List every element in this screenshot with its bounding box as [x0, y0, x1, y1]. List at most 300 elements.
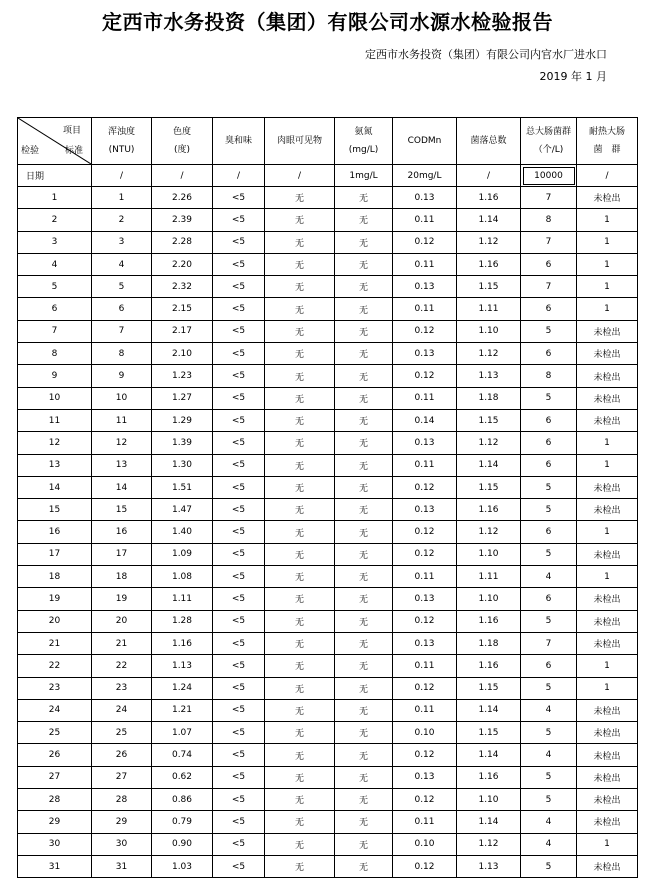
date-cell: 12: [18, 432, 92, 454]
table-cell: 无: [265, 722, 335, 744]
table-cell: 11: [92, 409, 152, 431]
date-cell: 24: [18, 699, 92, 721]
table-cell: 4: [521, 744, 577, 766]
table-cell: 1.10: [457, 320, 521, 342]
table-cell: 2.10: [152, 343, 213, 365]
table-cell: 30: [92, 833, 152, 855]
table-cell: <5: [213, 610, 265, 632]
table-cell: 1.24: [152, 677, 213, 699]
date-cell: 25: [18, 722, 92, 744]
table-row: [18, 811, 638, 833]
table-cell: 15: [92, 499, 152, 521]
table-cell: 0.12: [393, 476, 457, 498]
table-cell: 5: [521, 499, 577, 521]
date-cell: 27: [18, 766, 92, 788]
table-cell: 1.16: [457, 655, 521, 677]
table-cell: 未检出: [577, 543, 638, 565]
table-cell: 4: [521, 566, 577, 588]
col-header-codmn: CODMn: [393, 118, 457, 165]
table-cell: 1.18: [457, 632, 521, 654]
date-cell: 9: [18, 365, 92, 387]
table-row: [18, 833, 638, 855]
table-cell: 无: [265, 588, 335, 610]
table-cell: 1.08: [152, 566, 213, 588]
table-cell: <5: [213, 766, 265, 788]
table-cell: 0.11: [393, 298, 457, 320]
table-cell: 1.16: [457, 499, 521, 521]
table-cell: 0.74: [152, 744, 213, 766]
table-cell: 1: [92, 187, 152, 209]
col-header-visible-matter: 肉眼可见物: [265, 118, 335, 165]
date-cell: 16: [18, 521, 92, 543]
table-cell: 7: [521, 187, 577, 209]
table-cell: 1.13: [152, 655, 213, 677]
table-cell: <5: [213, 209, 265, 231]
table-cell: 1.13: [457, 855, 521, 877]
date-cell: 30: [18, 833, 92, 855]
table-cell: 1.15: [457, 409, 521, 431]
table-cell: 1.14: [457, 699, 521, 721]
table-cell: 无: [265, 409, 335, 431]
table-row: [18, 588, 638, 610]
table-cell: 7: [521, 231, 577, 253]
table-cell: 无: [335, 855, 393, 877]
table-cell: 1.39: [152, 432, 213, 454]
date-cell: 29: [18, 811, 92, 833]
table-cell: 1.10: [457, 789, 521, 811]
table-cell: 无: [335, 722, 393, 744]
table-cell: 5: [521, 766, 577, 788]
table-header: [18, 118, 638, 187]
table-cell: 16: [92, 521, 152, 543]
table-cell: 未检出: [577, 365, 638, 387]
table-cell: 3: [92, 231, 152, 253]
table-cell: 5: [521, 855, 577, 877]
table-cell: 无: [335, 744, 393, 766]
table-cell: 无: [335, 499, 393, 521]
table-cell: 未检出: [577, 632, 638, 654]
date-cell: 28: [18, 789, 92, 811]
corner-standard-label: 标准: [64, 146, 83, 156]
header-row-standards: [18, 165, 638, 187]
table-cell: 0.12: [393, 677, 457, 699]
table-cell: 0.13: [393, 766, 457, 788]
table-row: [18, 722, 638, 744]
table-cell: 1: [577, 833, 638, 855]
table-cell: 无: [265, 499, 335, 521]
table-cell: 1.16: [457, 610, 521, 632]
table-cell: 无: [265, 789, 335, 811]
table-cell: <5: [213, 231, 265, 253]
corner-date-label: 日期: [18, 165, 92, 187]
table-cell: 0.12: [393, 744, 457, 766]
table-cell: 6: [521, 409, 577, 431]
table-cell: 无: [335, 632, 393, 654]
table-row: [18, 655, 638, 677]
date-cell: 10: [18, 387, 92, 409]
table-cell: 无: [265, 655, 335, 677]
standard-cell: /: [577, 165, 638, 187]
table-cell: 1.14: [457, 744, 521, 766]
table-cell: 31: [92, 855, 152, 877]
table-cell: 1.12: [457, 231, 521, 253]
table-cell: 无: [265, 699, 335, 721]
table-cell: 0.13: [393, 588, 457, 610]
table-cell: 0.79: [152, 811, 213, 833]
table-cell: 0.10: [393, 722, 457, 744]
table-cell: 1.14: [457, 209, 521, 231]
table-cell: 1.10: [457, 588, 521, 610]
table-cell: 9: [92, 365, 152, 387]
table-cell: 2: [92, 209, 152, 231]
table-cell: 5: [521, 610, 577, 632]
table-cell: 2.32: [152, 276, 213, 298]
table-cell: 无: [265, 298, 335, 320]
table-cell: 1.10: [457, 543, 521, 565]
table-cell: <5: [213, 476, 265, 498]
standard-cell: /: [92, 165, 152, 187]
date-cell: 1: [18, 187, 92, 209]
table-cell: 1.12: [457, 833, 521, 855]
table-cell: 1: [577, 209, 638, 231]
table-row: [18, 476, 638, 498]
table-cell: 5: [92, 276, 152, 298]
table-cell: <5: [213, 855, 265, 877]
table-cell: 4: [521, 699, 577, 721]
table-cell: 0.86: [152, 789, 213, 811]
col-header-total-coliform: 总大肠菌群 （个/L): [521, 118, 577, 165]
date-cell: 14: [18, 476, 92, 498]
table-cell: 未检出: [577, 588, 638, 610]
date-cell: 13: [18, 454, 92, 476]
table-row: [18, 387, 638, 409]
table-cell: 无: [335, 566, 393, 588]
table-cell: <5: [213, 320, 265, 342]
table-cell: 1.09: [152, 543, 213, 565]
table-cell: 1.18: [457, 387, 521, 409]
table-cell: 0.14: [393, 409, 457, 431]
table-cell: 无: [265, 454, 335, 476]
table-cell: 1.16: [457, 766, 521, 788]
standard-cell: /: [265, 165, 335, 187]
table-cell: <5: [213, 187, 265, 209]
table-cell: 0.11: [393, 454, 457, 476]
table-cell: 5: [521, 476, 577, 498]
table-cell: 1.12: [457, 521, 521, 543]
table-cell: 0.13: [393, 432, 457, 454]
table-cell: 1.47: [152, 499, 213, 521]
table-cell: <5: [213, 343, 265, 365]
table-cell: 0.12: [393, 521, 457, 543]
table-cell: 28: [92, 789, 152, 811]
col-header-color: 色度 (度): [152, 118, 213, 165]
table-cell: 12: [92, 432, 152, 454]
table-row: [18, 409, 638, 431]
table-cell: 无: [265, 610, 335, 632]
table-cell: 1.13: [457, 365, 521, 387]
table-row: [18, 231, 638, 253]
table-cell: <5: [213, 365, 265, 387]
table-row: [18, 432, 638, 454]
table-cell: 2.26: [152, 187, 213, 209]
table-cell: 未检出: [577, 387, 638, 409]
table-cell: 未检出: [577, 409, 638, 431]
report-date: 2019 年 1 月: [539, 70, 607, 83]
table-cell: <5: [213, 588, 265, 610]
table-cell: 无: [265, 231, 335, 253]
table-cell: 0.13: [393, 276, 457, 298]
table-cell: 1: [577, 276, 638, 298]
col-header-ammonia: 氨氮 (mg/L): [335, 118, 393, 165]
table-cell: <5: [213, 811, 265, 833]
table-cell: 1.15: [457, 276, 521, 298]
table-cell: 1.11: [457, 298, 521, 320]
table-cell: 1.16: [457, 187, 521, 209]
table-cell: 6: [521, 521, 577, 543]
table-cell: 无: [335, 320, 393, 342]
table-cell: 0.10: [393, 833, 457, 855]
table-cell: 无: [265, 766, 335, 788]
table-cell: 4: [521, 811, 577, 833]
table-cell: 无: [265, 432, 335, 454]
table-cell: 无: [265, 833, 335, 855]
table-cell: 无: [265, 521, 335, 543]
sampling-location: 定西市水务投资（集团）有限公司内官水厂进水口: [365, 48, 607, 61]
date-cell: 17: [18, 543, 92, 565]
table-cell: 无: [335, 209, 393, 231]
date-cell: 21: [18, 632, 92, 654]
table-cell: 无: [335, 365, 393, 387]
date-cell: 5: [18, 276, 92, 298]
table-cell: 无: [335, 521, 393, 543]
date-cell: 4: [18, 253, 92, 275]
date-cell: 11: [18, 409, 92, 431]
table-cell: 无: [335, 655, 393, 677]
table-cell: 0.12: [393, 365, 457, 387]
date-cell: 20: [18, 610, 92, 632]
date-cell: 8: [18, 343, 92, 365]
table-cell: 18: [92, 566, 152, 588]
table-cell: 1.16: [152, 632, 213, 654]
table-cell: 0.12: [393, 543, 457, 565]
table-cell: 0.11: [393, 655, 457, 677]
date-cell: 23: [18, 677, 92, 699]
table-cell: 0.11: [393, 209, 457, 231]
table-cell: <5: [213, 632, 265, 654]
table-cell: 1.15: [457, 476, 521, 498]
col-header-turbidity: 浑浊度 (NTU): [92, 118, 152, 165]
table-cell: 无: [265, 632, 335, 654]
table-row: [18, 766, 638, 788]
date-cell: 26: [18, 744, 92, 766]
table-cell: 25: [92, 722, 152, 744]
table-cell: 6: [521, 655, 577, 677]
table-cell: 无: [265, 855, 335, 877]
table-cell: 2.20: [152, 253, 213, 275]
table-cell: 0.11: [393, 699, 457, 721]
standard-cell: 1mg/L: [335, 165, 393, 187]
table-cell: 无: [265, 543, 335, 565]
table-cell: 10: [92, 387, 152, 409]
table-row: [18, 298, 638, 320]
standard-cell: /: [457, 165, 521, 187]
table-cell: 1.12: [457, 432, 521, 454]
table-cell: 6: [92, 298, 152, 320]
table-cell: 无: [265, 387, 335, 409]
table-row: [18, 699, 638, 721]
table-row: [18, 454, 638, 476]
table-cell: 0.12: [393, 231, 457, 253]
table-cell: 6: [521, 454, 577, 476]
table-cell: 未检出: [577, 789, 638, 811]
table-cell: 无: [265, 320, 335, 342]
table-cell: <5: [213, 543, 265, 565]
table-cell: 1.30: [152, 454, 213, 476]
table-cell: 无: [335, 543, 393, 565]
table-cell: 1: [577, 454, 638, 476]
table-cell: <5: [213, 387, 265, 409]
table-cell: 0.12: [393, 789, 457, 811]
table-cell: 6: [521, 298, 577, 320]
table-cell: 1.15: [457, 722, 521, 744]
date-cell: 18: [18, 566, 92, 588]
table-cell: 无: [265, 276, 335, 298]
standard-cell: 10000: [521, 165, 577, 187]
table-cell: 1: [577, 566, 638, 588]
table-row: [18, 320, 638, 342]
table-cell: 6: [521, 588, 577, 610]
table-cell: 1.21: [152, 699, 213, 721]
table-cell: 1.27: [152, 387, 213, 409]
table-cell: 29: [92, 811, 152, 833]
table-cell: 0.12: [393, 610, 457, 632]
table-cell: 未检出: [577, 343, 638, 365]
table-cell: <5: [213, 655, 265, 677]
table-cell: 无: [265, 744, 335, 766]
col-header-colony-count: 菌落总数: [457, 118, 521, 165]
table-cell: 无: [335, 231, 393, 253]
table-cell: 2.15: [152, 298, 213, 320]
date-cell: 15: [18, 499, 92, 521]
table-cell: <5: [213, 833, 265, 855]
table-cell: 0.13: [393, 343, 457, 365]
table-cell: 无: [335, 766, 393, 788]
table-row: [18, 187, 638, 209]
table-cell: 7: [92, 320, 152, 342]
table-cell: <5: [213, 789, 265, 811]
table-cell: 未检出: [577, 744, 638, 766]
table-cell: 5: [521, 320, 577, 342]
table-row: [18, 343, 638, 365]
table-cell: 4: [521, 833, 577, 855]
table-cell: 无: [335, 588, 393, 610]
table-cell: 无: [335, 343, 393, 365]
table-cell: <5: [213, 454, 265, 476]
date-cell: 22: [18, 655, 92, 677]
table-row: [18, 610, 638, 632]
table-cell: 未检出: [577, 476, 638, 498]
corner-item-label: 项目: [62, 126, 81, 136]
table-cell: 1.15: [457, 677, 521, 699]
table-cell: 5: [521, 387, 577, 409]
table-cell: 7: [521, 632, 577, 654]
standard-cell: 20mg/L: [393, 165, 457, 187]
table-cell: <5: [213, 699, 265, 721]
table-cell: 无: [335, 677, 393, 699]
table-cell: <5: [213, 566, 265, 588]
table-cell: 无: [335, 833, 393, 855]
table-cell: 1: [577, 231, 638, 253]
table-cell: 1.03: [152, 855, 213, 877]
col-header-odor: 臭和味: [213, 118, 265, 165]
table-row: [18, 744, 638, 766]
table-cell: 1.12: [457, 343, 521, 365]
table-cell: 无: [335, 387, 393, 409]
table-cell: 17: [92, 543, 152, 565]
water-quality-table: [17, 117, 638, 878]
table-cell: 无: [335, 454, 393, 476]
table-cell: 无: [335, 789, 393, 811]
table-cell: 0.11: [393, 811, 457, 833]
standard-cell: /: [213, 165, 265, 187]
table-cell: 7: [521, 276, 577, 298]
table-cell: 6: [521, 432, 577, 454]
table-cell: 1: [577, 677, 638, 699]
table-row: [18, 632, 638, 654]
table-cell: 0.13: [393, 632, 457, 654]
table-cell: 5: [521, 789, 577, 811]
table-cell: 1: [577, 298, 638, 320]
table-cell: 未检出: [577, 499, 638, 521]
table-cell: 0.90: [152, 833, 213, 855]
table-cell: 1.11: [457, 566, 521, 588]
table-cell: 未检出: [577, 855, 638, 877]
corner-cell: [18, 118, 92, 165]
table-cell: 6: [521, 253, 577, 275]
table-cell: <5: [213, 521, 265, 543]
table-cell: 1.29: [152, 409, 213, 431]
table-row: [18, 521, 638, 543]
table-cell: <5: [213, 432, 265, 454]
table-cell: <5: [213, 253, 265, 275]
table-cell: 0.13: [393, 187, 457, 209]
table-cell: <5: [213, 298, 265, 320]
table-cell: 无: [265, 209, 335, 231]
table-cell: 0.11: [393, 566, 457, 588]
table-cell: 无: [335, 811, 393, 833]
table-cell: 1: [577, 521, 638, 543]
table-cell: 22: [92, 655, 152, 677]
date-cell: 31: [18, 855, 92, 877]
table-cell: 20: [92, 610, 152, 632]
table-cell: 未检出: [577, 320, 638, 342]
table-cell: 1.14: [457, 811, 521, 833]
table-cell: 无: [265, 476, 335, 498]
table-cell: 无: [265, 365, 335, 387]
standard-cell: /: [152, 165, 213, 187]
date-cell: 19: [18, 588, 92, 610]
table-cell: 0.12: [393, 855, 457, 877]
table-cell: 0.11: [393, 253, 457, 275]
table-cell: 5: [521, 543, 577, 565]
table-cell: 无: [335, 298, 393, 320]
table-cell: 1.28: [152, 610, 213, 632]
table-cell: 未检出: [577, 766, 638, 788]
date-cell: 3: [18, 231, 92, 253]
table-cell: 2.39: [152, 209, 213, 231]
table-cell: 无: [335, 276, 393, 298]
table-cell: 1: [577, 432, 638, 454]
